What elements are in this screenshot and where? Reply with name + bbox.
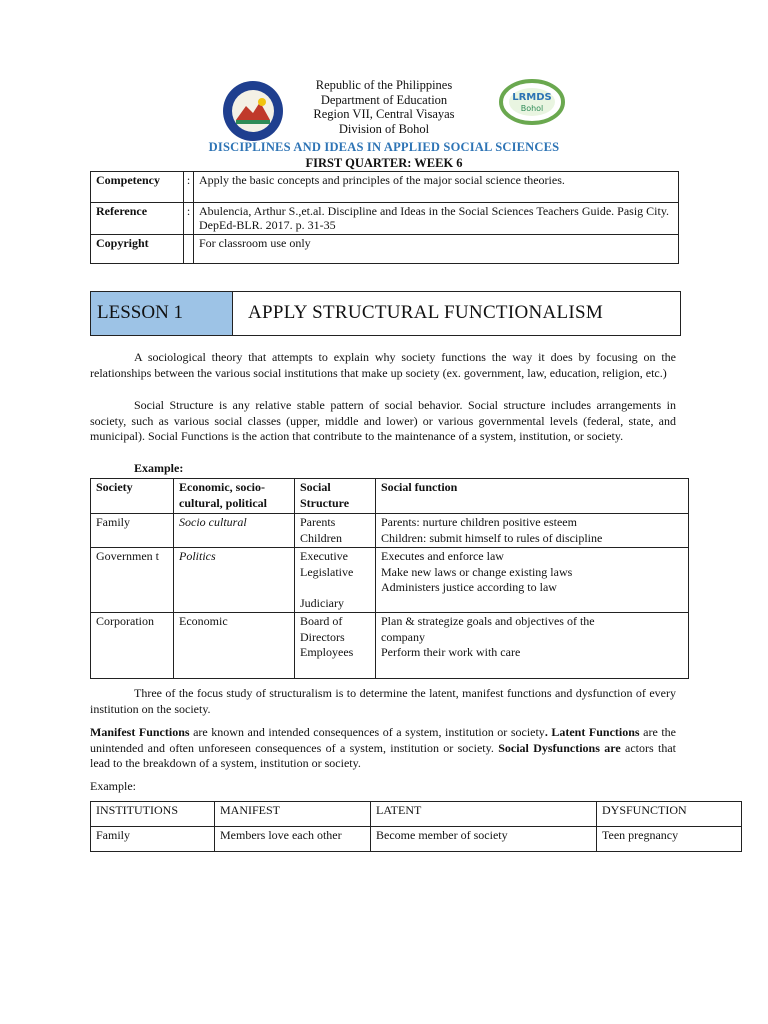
cell-structure	[295, 548, 376, 613]
functions-definition-paragraph	[90, 725, 676, 772]
subject-title: DISCIPLINES AND IDEAS IN APPLIED SOCIAL SCIENCES	[208, 140, 560, 154]
example-label-2: Example:	[90, 779, 136, 793]
function-line: Parents: nurture children positive esteem	[381, 515, 577, 529]
svg-text:LRMDS: LRMDS	[512, 92, 552, 103]
structure-line: Legislative	[300, 564, 354, 579]
header-line-division: Division of Bohol	[338, 121, 430, 136]
info-value: Abulencia, Arthur S.,et.al. Discipline and Ideas in the Social Sciences Teachers Guide. Pasig City. DepEd-BLR. 2017. p. 31-35	[194, 203, 679, 235]
cell-manifest: Members love each other	[215, 827, 371, 852]
info-value: For classroom use only	[194, 235, 679, 264]
column-header: LATENT	[371, 802, 597, 827]
svg-text:Bohol: Bohol	[520, 104, 544, 113]
column-header: Economic, socio-cultural, political	[174, 479, 295, 514]
cell-type: Socio cultural	[174, 514, 295, 548]
column-header: Society	[91, 479, 174, 514]
info-value: Apply the basic concepts and principles of the major social science theories.	[194, 172, 679, 203]
cell-latent: Become member of society	[371, 827, 597, 852]
function-line: Administers justice according to law	[381, 580, 557, 594]
def-manifest: are known and intended consequences of a system, institution or society	[189, 725, 545, 739]
lrmds-logo	[498, 78, 566, 126]
table-header-row	[91, 802, 742, 827]
column-header: INSTITUTIONS	[91, 802, 215, 827]
structuralism-focus-paragraph: Three of the focus study of structuralism is to determine the latent, manifest functions and dysfunction of every institution on the society.	[90, 686, 676, 716]
info-key: Copyright	[91, 235, 184, 264]
info-sep: :	[184, 203, 194, 235]
info-table	[90, 171, 679, 264]
cell-institution: Family	[91, 827, 215, 852]
term-manifest: Manifest Functions	[90, 725, 190, 739]
cell-structure	[295, 613, 376, 679]
header-lines	[284, 78, 484, 136]
function-line: Make new laws or change existing laws	[381, 564, 573, 579]
def-latent: are the unintended and often unforeseen consequences of a system, institution or society.	[90, 725, 676, 755]
function-line: Plan & strategize goals and objectives of the	[381, 614, 595, 628]
cell-type: Economic	[174, 613, 295, 679]
structure-line: Employees	[300, 645, 354, 659]
deped-seal-logo	[222, 80, 284, 142]
column-header: Social function	[376, 479, 689, 514]
function-line: Executes and enforce law	[381, 549, 504, 563]
table-header-row	[91, 479, 689, 514]
def-dysfunction: actors that lead to the breakdown of a system, institution or society.	[90, 740, 676, 770]
header-line-department: Department of Education	[320, 92, 448, 107]
info-sep: :	[184, 172, 194, 203]
cell-function	[376, 514, 689, 548]
structure-line: Judiciary	[300, 595, 344, 610]
cell-dysfunction: Teen pregnancy	[597, 827, 742, 852]
info-sep	[184, 235, 194, 264]
cell-function	[376, 548, 689, 613]
table-row	[91, 827, 742, 852]
column-header: DYSFUNCTION	[597, 802, 742, 827]
cell-society: Corporation	[91, 613, 174, 679]
cell-society: Governmen t	[91, 548, 174, 613]
column-header: MANIFEST	[215, 802, 371, 827]
cell-function	[376, 613, 689, 679]
structure-line: Executive	[300, 549, 348, 563]
social-structure-table	[90, 478, 689, 679]
quarter-title: FIRST QUARTER: WEEK 6	[305, 156, 463, 170]
info-row-competency	[91, 172, 679, 203]
term-dysfunction: Social Dysfunctions are	[498, 740, 621, 755]
table-row	[91, 548, 689, 613]
table-row	[91, 514, 689, 548]
function-line: company	[381, 629, 425, 644]
header-line-region: Region VII, Central Visayas	[313, 107, 455, 121]
info-row-copyright	[91, 235, 679, 264]
structure-spacer	[300, 580, 370, 596]
cell-structure	[295, 514, 376, 548]
structure-line: Parents	[300, 515, 336, 529]
functions-table	[90, 801, 742, 852]
intro-paragraph: A sociological theory that attempts to explain why society functions the way it does by focusing on the relationships between the various social institutions that make up society (ex. government, law, education, religion, etc.)	[90, 350, 676, 380]
function-line: Children: submit himself to rules of discipline	[381, 530, 603, 545]
term-latent: . Latent Functions	[544, 725, 640, 739]
social-structure-paragraph: Social Structure is any relative stable pattern of social behavior. Social structure includes arrangements in society, such as various social classes (upper, middle and lower) or various governmental levels (federal, state, and municipal). Social Functions is the action that contribute to the maintenance of a system, institution, or society.	[90, 398, 676, 443]
lesson-number: LESSON 1	[91, 292, 233, 335]
table-row	[91, 613, 689, 679]
header-line-republic: Republic of the Philippines	[315, 78, 453, 92]
structure-line: Board of	[300, 614, 343, 628]
lesson-title: APPLY STRUCTURAL FUNCTIONALISM	[248, 302, 604, 323]
info-key: Reference	[91, 203, 184, 235]
function-line: Perform their work with care	[381, 645, 521, 659]
cell-type: Politics	[174, 548, 295, 613]
structure-line: Directors	[300, 629, 345, 644]
column-header: Social Structure	[295, 479, 376, 514]
cell-society: Family	[91, 514, 174, 548]
structure-line: Children	[300, 530, 342, 545]
lesson-banner	[90, 291, 681, 336]
info-key: Competency	[91, 172, 184, 203]
info-row-reference	[91, 203, 679, 235]
example-label: Example:	[134, 461, 184, 475]
